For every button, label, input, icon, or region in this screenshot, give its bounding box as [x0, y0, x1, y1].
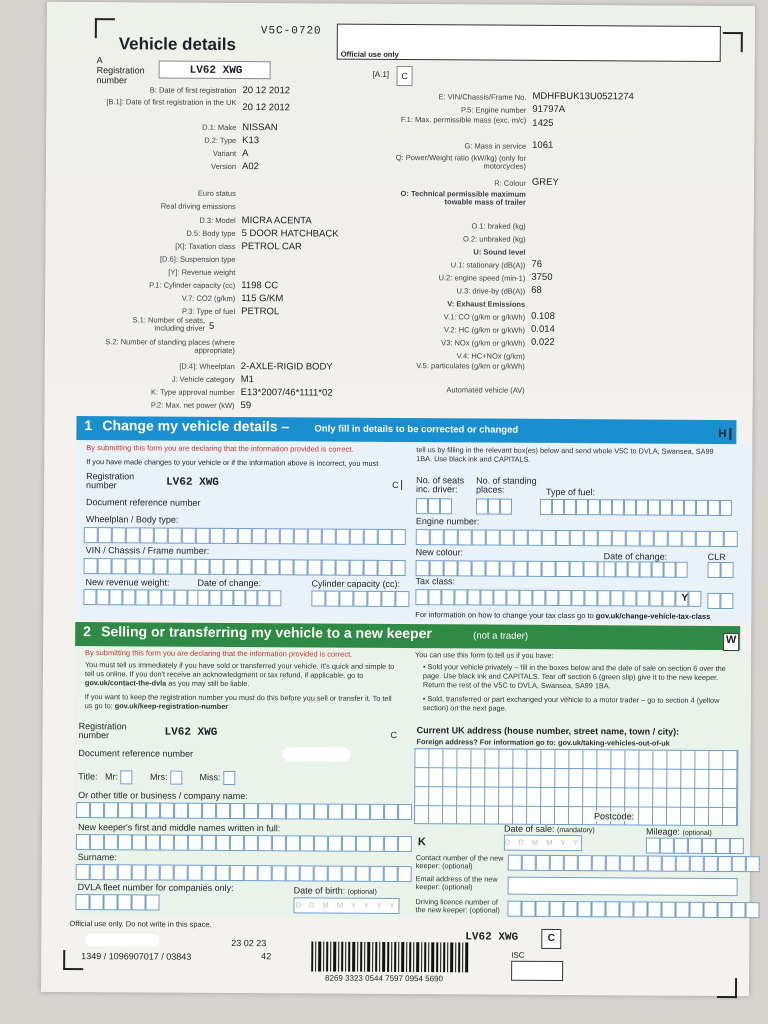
s2-miss-label: Miss: [199, 772, 221, 783]
field-value: 1425 [532, 117, 554, 129]
field-label: Q: Power/Weight ratio (kW/kg) (only for motorcycles) [395, 152, 527, 171]
field-value: 0.014 [531, 323, 555, 335]
s1-doc-ref-label: Document reference number [85, 497, 201, 508]
s2-email-label: Email address of the new keeper: (optional) [415, 874, 498, 892]
s2-fleet-label: DVLA fleet number for companies only: [77, 882, 234, 894]
s2-other-title-label: Or other title or business / company name: [78, 790, 248, 802]
s1-seats-field[interactable] [416, 498, 452, 514]
s2-mr-label: Mr: [104, 771, 119, 782]
field-value: 20 12 2012 [242, 102, 290, 114]
s1-registration-label: Registration number [86, 471, 135, 491]
registration-number: LV62 XWG [159, 61, 271, 80]
s2-dob-label [294, 885, 377, 896]
s1-engine-label: Engine number: [415, 516, 480, 527]
field-label: D.3: Model [199, 215, 236, 226]
corner-mark-top-right [723, 32, 743, 52]
field-value: GREY [531, 176, 559, 188]
section1-number: 1 [84, 417, 93, 434]
section2-declaration: By submitting this form you are declaring that the information provided is correct. [85, 648, 353, 659]
section1-declaration: By submitting this form you are declaring that the information provided is correct. [86, 443, 354, 454]
s1-date-change2-field[interactable] [197, 590, 281, 607]
field-value: A02 [241, 161, 259, 173]
field-label: V.1: CO (g/km or g/kWh) [443, 312, 526, 322]
s2-mileage-note: (optional) [682, 829, 712, 837]
section2-title: Selling or transferring my vehicle to a new keeper [101, 623, 432, 642]
s2-para1-text: You must tell us immediately if you have sold or transferred your vehicle. It's quick and simple to tell us online. If you don't receive an acknowledgment or tax refund, if applicable, go to [84, 660, 395, 680]
section1-tag: H [718, 428, 731, 440]
isc-label: ISC [511, 950, 525, 960]
field-value: 2-AXLE-RIGID BODY [240, 361, 333, 373]
s2-foreign-link[interactable]: gov.uk/taking-vehicles-out-of-uk [557, 737, 670, 748]
field-value: PETROL [241, 306, 280, 318]
s2-right-intro: You can use this form to tell us if you have: [415, 650, 554, 660]
field-label: V.5: particulates (g/km or g/kWh) [416, 361, 525, 371]
footer-date: 23 02 23 [231, 937, 267, 949]
s2-para1-link[interactable]: gov.uk/contact-the-dvla [84, 678, 167, 688]
s2-doc-ref-label: Document reference number [78, 748, 194, 759]
s2-registration-value: LV62 XWG [164, 726, 218, 739]
field-label: U.3: drive-by (dB(A)) [456, 286, 526, 296]
s1-fuel-field[interactable] [540, 499, 732, 516]
s2-other-title-field[interactable] [76, 802, 412, 820]
s1-date-change-field[interactable] [604, 561, 688, 578]
s1-date-change-label: Date of change: [603, 551, 668, 562]
field-label: [D.4]: Wheelplan [179, 361, 235, 372]
s2-date-sale-label [504, 824, 595, 835]
s2-mileage-label [646, 827, 712, 837]
s2-email-field[interactable] [508, 877, 738, 896]
s2-registration-suffix: C [390, 729, 398, 740]
s1-clr-label: CLR [707, 551, 726, 563]
field-value: 0.108 [531, 310, 555, 322]
field-label: V: Exhaust Emissions [447, 299, 526, 309]
s2-para1-tail: as you may still be liable. [168, 678, 250, 689]
section2-tag: W [723, 633, 739, 651]
s2-surname-label: Surname: [77, 852, 117, 863]
s2-names-field[interactable] [76, 834, 412, 852]
s1-revenue-label: New revenue weight: [85, 577, 170, 588]
field-label: J: Vehicle category [171, 374, 235, 385]
s2-surname-field[interactable] [76, 864, 412, 882]
field-value: 1061 [532, 139, 554, 151]
s1-wheelplan-field[interactable] [84, 527, 406, 545]
s1-revenue-field[interactable] [83, 589, 200, 606]
section2-para1 [85, 660, 395, 689]
field-label: D.1: Make [202, 122, 237, 133]
s1-vin-label: VIN / Chassis / Frame number: [85, 545, 210, 556]
s2-foreign-text: Foreign address? For information go to: [416, 737, 556, 747]
mrs-checkbox[interactable] [170, 771, 182, 785]
footer-ref: 1349 / 1096907017 / 03843 [81, 951, 192, 962]
field-label: E: VIN/Chassis/Frame No. [438, 92, 527, 102]
s2-contact-label: Contact number of the new keeper: (optional) [415, 853, 504, 871]
field-label: Automated vehicle (AV) [446, 385, 525, 395]
section1-title: Change my vehicle details – [102, 417, 290, 435]
s2-mileage-text: Mileage: [645, 826, 681, 837]
field-value: MICRA ACENTA [241, 215, 312, 227]
redacted-area-footer [85, 934, 159, 946]
field-label: V3: NOx (g/km or g/kWh) [441, 338, 525, 348]
field-value: M1 [240, 374, 254, 386]
field-label: [B.1]: Date of first registration in the UK [106, 97, 237, 108]
s2-postcode-label: Postcode: [594, 811, 635, 822]
s1-standing-label: No. of standing places: [476, 475, 537, 495]
footer-official-note: Official use only. Do not write in this space. [69, 919, 212, 929]
s1-tax-note-text: For information on how to change your tax class go to [415, 610, 594, 621]
field-value: 0.022 [530, 336, 555, 348]
field-label: P.2: Max. net power (kW) [150, 400, 235, 410]
s2-mileage-field[interactable] [646, 838, 744, 855]
s2-contact-field[interactable] [508, 855, 760, 873]
section2-para2 [85, 692, 395, 712]
s1-registration-value: LV62 XWG [166, 476, 219, 489]
field-value: 20 12 2012 [242, 85, 291, 97]
field-value: NISSAN [242, 122, 278, 134]
field-label: U.1: stationary (dB(A)) [450, 260, 526, 270]
s1-tax-note-link[interactable]: gov.uk/change-vehicle-tax-class [595, 611, 711, 621]
form-code: V5C-0720 [260, 25, 322, 38]
s2-address-field[interactable] [414, 748, 738, 826]
field-value: MDHFBUK13U0521274 [532, 90, 634, 103]
s1-tax-box-y: Y [681, 592, 689, 604]
s1-cylinder-field[interactable] [311, 590, 409, 607]
field-label: O.1: braked (kg) [471, 221, 526, 231]
field-label: [Y]: Revenue weight [168, 267, 236, 278]
field-value: 3750 [531, 271, 553, 283]
s1-tax-field[interactable] [415, 589, 701, 607]
field-label: K: Type approval number [150, 387, 235, 398]
s2-names-label: New keeper's first and middle names written in full: [77, 822, 281, 834]
s1-vin-field[interactable] [84, 558, 406, 576]
field-label: Version [210, 161, 237, 172]
field-label: O.2: unbraked (kg) [463, 234, 526, 244]
section1-subtitle: Only fill in details to be corrected or changed [314, 423, 519, 436]
s2-para2-text: If you want to keep the registration number you must do this before you sell or transfer it. To tell us go to: [84, 692, 392, 711]
s2-registration-label: Registration number [78, 721, 127, 741]
a1-label: [A.1] [372, 69, 390, 79]
field-label: B: Date of first registration [149, 85, 237, 96]
s2-para2-link[interactable]: gov.uk/keep-registration-number [114, 701, 229, 711]
field-label: P.1: Cylinder capacity (cc) [149, 280, 236, 291]
s1-engine-field[interactable] [416, 529, 738, 547]
s2-licence-label: Driving licence number of the new keeper: (optional) [415, 897, 500, 915]
s2-title-label [78, 770, 235, 785]
field-label: R: Colour [494, 178, 526, 188]
s2-bullet2: • Sold, transferred or part exchanged your vehicle to a motor trader – go to section 4 (yellow section) on the next page. [422, 694, 720, 713]
field-label: Real driving emissions [160, 201, 236, 212]
section1-instruction-right: tell us by filling in the relevant box(es) below and send whole V5C to DVLA, Swansea, SA99 1BA. Use black ink and CAPITALS. [416, 445, 714, 464]
s1-date-change2-label: Date of change: [197, 577, 262, 589]
s2-title-text: Title: [78, 771, 98, 782]
s1-wheelplan-label: Wheelplan / Body type: [85, 514, 179, 525]
field-value: PETROL CAR [241, 241, 302, 253]
footer-num: 42 [261, 951, 272, 962]
s2-foreign-label [416, 737, 669, 748]
s2-mrs-label: Mrs: [149, 771, 168, 782]
field-label: S.2: Number of standing places (where appropriate) [105, 337, 235, 356]
field-label: P.3: Type of fuel [182, 306, 236, 317]
s1-colour-field[interactable] [416, 560, 612, 577]
s1-tax-label: Tax class: [415, 576, 456, 587]
s1-tax-extra-field[interactable] [707, 593, 733, 609]
s2-dob-optional: (optional) [347, 888, 377, 896]
field-value: 1198 CC [241, 280, 279, 292]
field-label: Euro status [197, 188, 236, 199]
field-label: V.4: HC+NOx (g/km) [456, 351, 525, 361]
s2-date-sale-note: (mandatory) [557, 826, 595, 835]
barcode [311, 941, 471, 972]
s1-registration-suffix: C [392, 480, 402, 490]
section2-subtitle: (not a trader) [473, 630, 529, 642]
field-label: O: Technical permissible maximum towable mass of trailer [400, 189, 526, 207]
footer-registration-suffix: C [541, 929, 561, 949]
field-label: [X]: Taxation class [175, 241, 236, 252]
field-value: 68 [531, 284, 542, 296]
s1-cylinder-label: Cylinder capacity (cc): [311, 578, 401, 590]
footer-registration: LV62 XWG [465, 931, 519, 944]
s2-date-sale-field[interactable]: D D M M Y Y [504, 835, 582, 851]
field-label: D.5: Body type [186, 228, 236, 239]
field-label: G: Mass in service [464, 141, 527, 151]
field-label: U: Sound level [473, 247, 526, 257]
registration-label: A Registration number [96, 55, 145, 86]
s2-bullet1: • Sold your vehicle privately – fill in the boxes below and the date of sale on section 6 over the page. Use black ink and CAPITALS. Tear off section 6 (green slip) give it to the new keeper. Return the rest of the V5C to DVLA, Swansea, SA99 1BA. [422, 662, 726, 691]
official-use-label: Official use only [340, 49, 399, 59]
s1-tax-note [415, 610, 710, 621]
miss-checkbox[interactable] [223, 771, 235, 785]
field-label: P.5: Engine number [461, 105, 527, 115]
s1-standing-field[interactable] [476, 498, 512, 514]
field-value: A [242, 148, 249, 160]
s1-seats-label: No. of seats inc. driver: [416, 475, 465, 495]
corner-mark-bottom-right [717, 978, 737, 998]
field-label: U.2: engine speed (min-1) [438, 273, 526, 283]
field-label: V.2: HC (g/km or g/kWh) [444, 325, 526, 335]
field-label: V.7: CO2 (g/km) [181, 293, 236, 304]
redacted-area [282, 747, 350, 761]
s1-fuel-label: Type of fuel: [546, 486, 596, 498]
mr-checkbox[interactable] [120, 770, 132, 784]
field-label: D.2: Type [204, 135, 237, 146]
s2-k-label: K [417, 836, 426, 849]
corner-mark-top-left [95, 18, 115, 38]
field-label: [D.6]: Suspension type [159, 254, 236, 265]
s2-date-sale-text: Date of sale: [503, 823, 555, 834]
s2-fleet-field[interactable] [75, 894, 159, 911]
field-label: S.1: Number of seats, including driver [132, 315, 206, 333]
s1-colour-label: New colour: [415, 547, 464, 558]
field-label: Variant [212, 148, 237, 159]
s2-bullet2-text: Sold, transferred or part exchanged your vehicle to a motor trader – go to section 4 (yellow section) on the next page. [422, 694, 720, 713]
page-title: Vehicle details [118, 34, 237, 55]
field-value: 5 [209, 320, 215, 332]
a1-value: C [397, 66, 413, 86]
s2-address-label: Current UK address (house number, street name, town / city): [416, 725, 680, 737]
field-value: 59 [240, 400, 252, 412]
field-value: 115 G/KM [241, 293, 284, 305]
s2-dob-text: Date of birth: [293, 885, 346, 896]
isc-box [511, 961, 563, 981]
field-label: F.1: Max. permissible mass (exc. m/c) [400, 115, 527, 125]
section2-number: 2 [83, 623, 92, 640]
barcode-text: 8269 3323 0544 7597 0954 5690 [325, 973, 444, 984]
field-value: 91797A [532, 103, 566, 116]
field-value: K13 [242, 135, 260, 147]
s2-licence-field[interactable] [507, 901, 759, 919]
v5c-form-page [41, 2, 755, 996]
field-value: E13*2007/46*1111*02 [240, 387, 333, 399]
s2-bullet1-text: Sold your vehicle privately – fill in the boxes below and the date of sale on section 6 over the page. Use black ink and CAPITALS. Tear off section 6 (green slip) give it to the new keeper. Return the rest of the V5C to DVLA, Swansea, SA99 1BA. [422, 662, 726, 691]
s1-clr-field[interactable] [708, 562, 734, 578]
section1-instruction-left: If you have made changes to your vehicle or if the information above is incorrect, you must [86, 457, 379, 468]
s2-dob-field[interactable]: D D M M Y Y Y Y [293, 897, 399, 914]
field-value: 5 DOOR HATCHBACK [241, 228, 339, 240]
field-value: 76 [531, 258, 543, 270]
